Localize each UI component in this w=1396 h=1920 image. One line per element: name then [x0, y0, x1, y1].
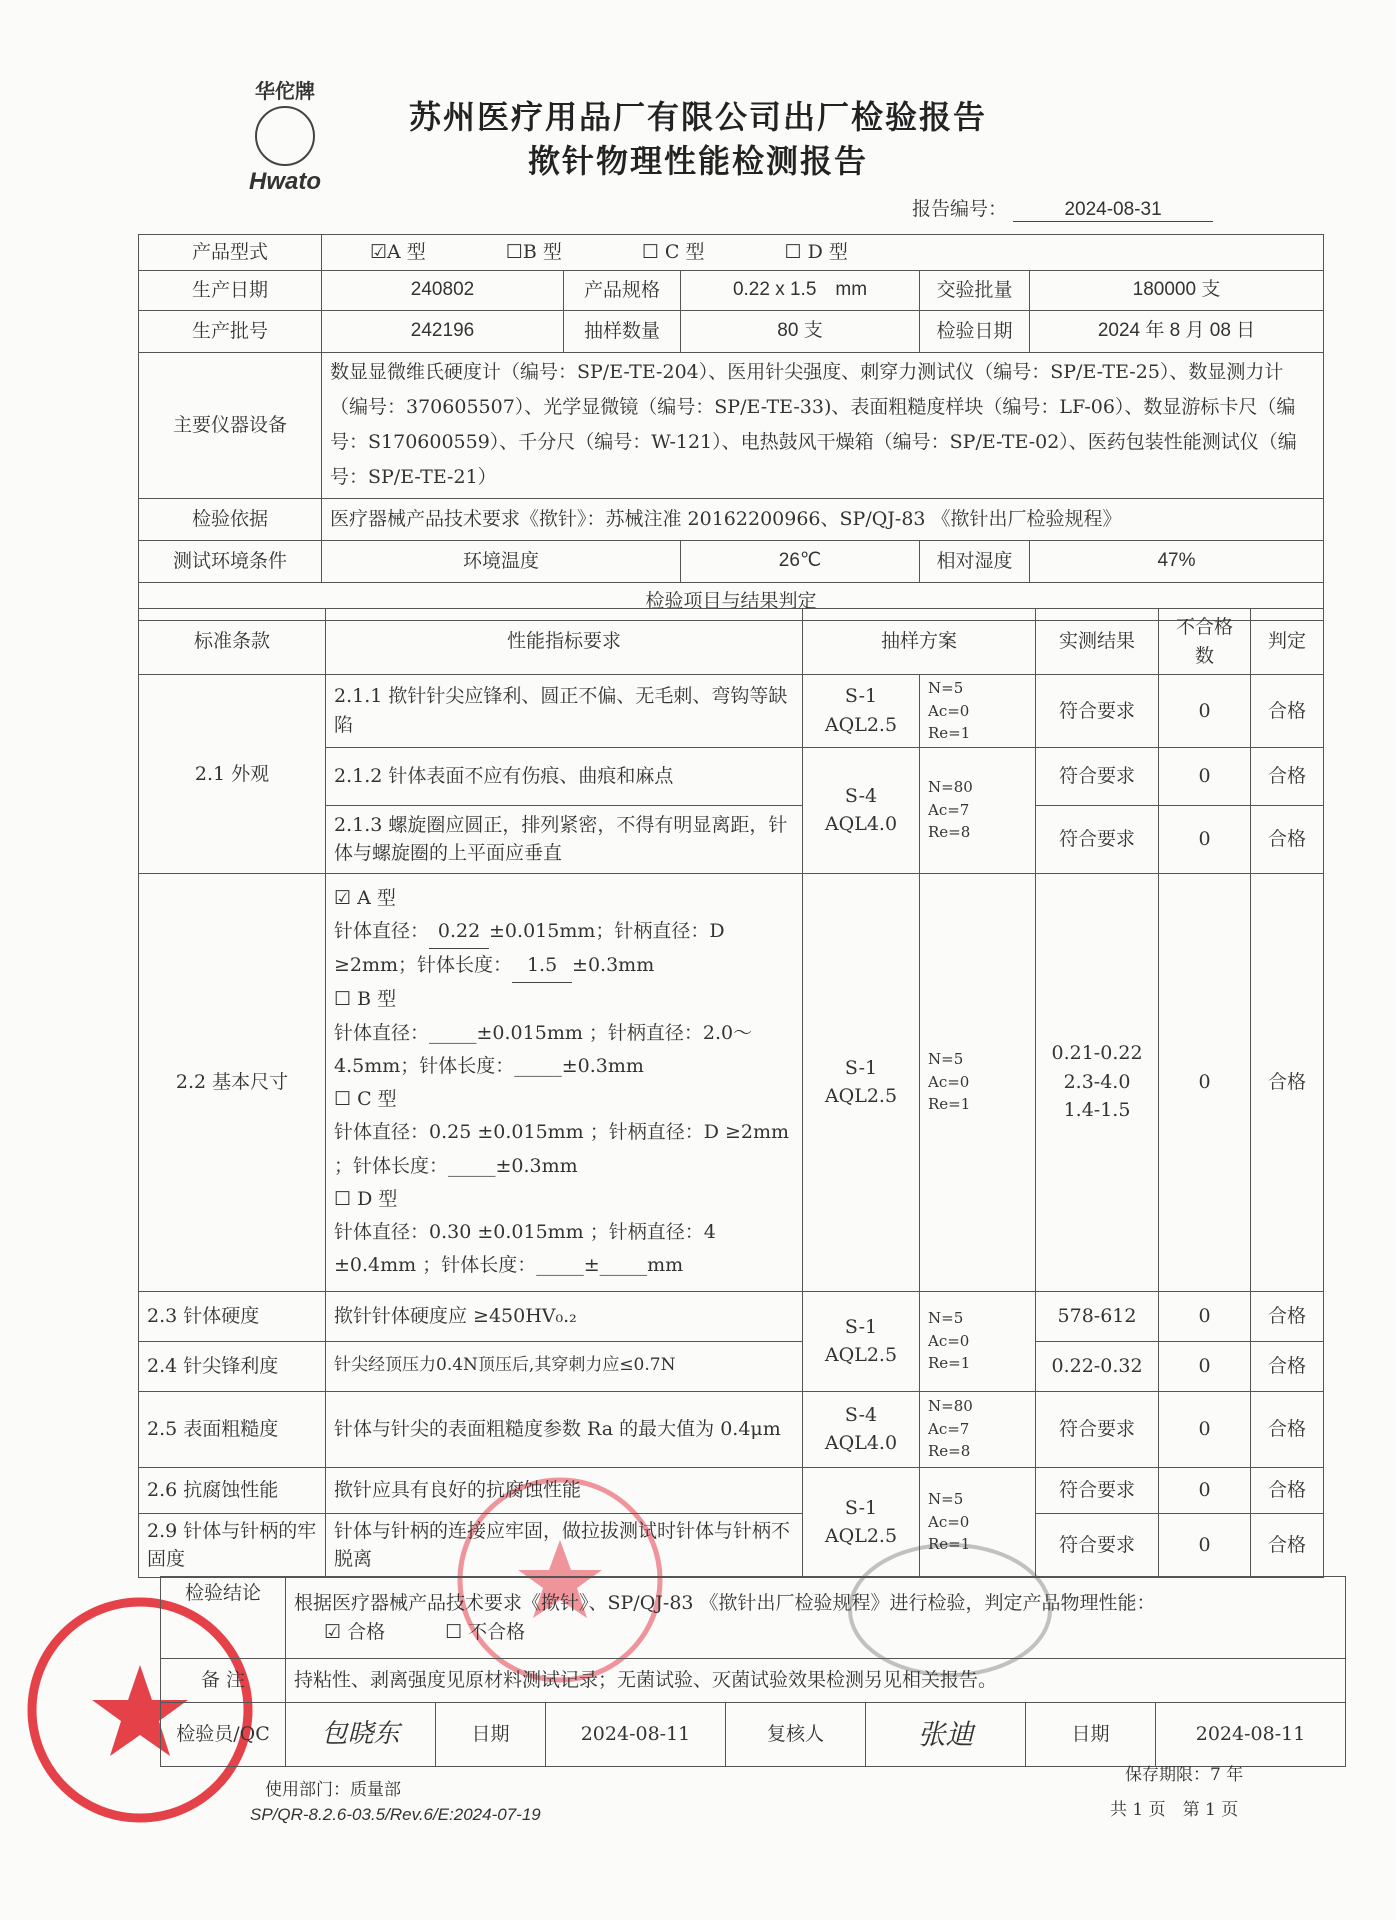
footer-retention: 保存期限：7 年	[1125, 1765, 1244, 1785]
result: 符合要求	[1036, 1513, 1159, 1577]
requirement	[326, 873, 803, 1291]
clause: 2.5 表面粗糙度	[139, 1391, 326, 1467]
nc: 0	[1159, 1341, 1251, 1391]
clause: 2.2 基本尺寸	[139, 873, 326, 1291]
title-main: 苏州医疗用品厂有限公司出厂检验报告	[408, 98, 987, 136]
table-row	[139, 1513, 1324, 1577]
label: ±0.015mm；针柄直径：D ≥2mm；针体长度：	[334, 919, 725, 976]
date-label: 日期	[1026, 1703, 1156, 1767]
verdict: 合格	[1251, 873, 1324, 1291]
model-a[interactable]: ☑A 型	[370, 241, 426, 264]
table-row	[139, 1391, 1324, 1467]
nc: 0	[1159, 1291, 1251, 1341]
report-number-label: 报告编号：	[912, 198, 1008, 220]
footer-dept: 使用部门：质量部	[265, 1780, 401, 1800]
conclusion-label: 检验结论	[161, 1577, 286, 1659]
clause: 2.1 外观	[139, 675, 326, 874]
model-d[interactable]: ☐ D 型	[784, 241, 848, 264]
result: 符合要求	[1036, 1467, 1159, 1513]
inspector-date: 2024-08-11	[546, 1703, 726, 1767]
nc: 0	[1159, 747, 1251, 805]
nc: 0	[1159, 1513, 1251, 1577]
header-clause: 标准条款	[139, 609, 326, 675]
clause: 2.4 针尖锋利度	[139, 1341, 326, 1391]
table-row	[139, 1291, 1324, 1341]
lot: 242196	[322, 311, 564, 353]
info-table	[138, 234, 1324, 621]
nc: 0	[1159, 675, 1251, 748]
result: 符合要求	[1036, 805, 1159, 873]
plan: S-4 AQL4.0	[803, 747, 920, 873]
type-c-checkbox[interactable]: ☐ C 型	[334, 1088, 397, 1110]
report-number-value: 2024-08-31	[1013, 199, 1213, 222]
plan-n: N=5 Ac=0 Re=1	[920, 675, 1036, 748]
insp-date-label: 检验日期	[920, 311, 1030, 353]
verdict: 合格	[1251, 805, 1324, 873]
table-row	[139, 1467, 1324, 1513]
table-row	[139, 1341, 1324, 1391]
plan-n: N=5 Ac=0 Re=1	[920, 1291, 1036, 1391]
model-b[interactable]: ☐B 型	[505, 241, 562, 264]
header-requirement: 性能指标要求	[326, 609, 803, 675]
clause: 2.6 抗腐蚀性能	[139, 1467, 326, 1513]
type-a-checkbox[interactable]: ☑ A 型	[334, 886, 396, 909]
inspector-signature: 包晓东	[286, 1703, 436, 1767]
hum-label: 相对湿度	[920, 540, 1030, 582]
temp: 26℃	[681, 540, 920, 582]
remark-label: 备 注	[161, 1659, 286, 1703]
requirement: 针尖经顶压力0.4N顶压后,其穿刺力应≤0.7N	[326, 1341, 803, 1391]
type-a-spec	[334, 915, 794, 984]
title-sub: 揿针物理性能检测报告	[527, 142, 868, 180]
type-d-spec: 针体直径：0.30 ±0.015mm ；针柄直径：4 ±0.4mm ；针体长度：_____±_____mm	[334, 1221, 716, 1277]
header-nc: 不合格数	[1159, 609, 1251, 675]
plan-n: N=5 Ac=0 Re=1	[920, 1467, 1036, 1577]
result: 符合要求	[1036, 747, 1159, 805]
header-plan: 抽样方案	[803, 609, 1036, 675]
nc: 0	[1159, 873, 1251, 1291]
conclusion-text: 根据医疗器械产品技术要求《揿针》、SP/QJ-83 《揿针出厂检验规程》进行检验，判定产品物理性能：	[294, 1592, 1156, 1614]
results-table	[138, 608, 1324, 1578]
nc: 0	[1159, 1467, 1251, 1513]
table-row	[139, 675, 1324, 748]
verdict: 合格	[1251, 1341, 1324, 1391]
lot-label: 生产批号	[139, 311, 322, 353]
length: 1.5	[512, 949, 572, 983]
type-c-spec: 针体直径：0.25 ±0.015mm ；针柄直径：D ≥2mm ；针体长度：_____±0.3mm	[334, 1121, 790, 1177]
type-b-checkbox[interactable]: ☐ B 型	[334, 988, 397, 1011]
result: 0.21-0.22 2.3-4.0 1.4-1.5	[1036, 873, 1159, 1291]
section-title: 检验项目与结果判定	[139, 582, 1324, 620]
date-label: 日期	[436, 1703, 546, 1767]
inspector-label: 检验员/QC	[161, 1703, 286, 1767]
plan: S-1 AQL2.5	[803, 1291, 920, 1391]
fail-checkbox[interactable]: ☐ 不合格	[445, 1620, 526, 1643]
verdict: 合格	[1251, 1513, 1324, 1577]
sample-label: 抽样数量	[564, 311, 681, 353]
header-verdict: 判定	[1251, 609, 1324, 675]
remark-text: 持粘性、剥离强度见原材料测试记录；无菌试验、灭菌试验效果检测另见相关报告。	[286, 1659, 1346, 1703]
plan-n: N=80 Ac=7 Re=8	[920, 1391, 1036, 1467]
prod-date: 240802	[322, 271, 564, 311]
plan: S-1 AQL2.5	[803, 1467, 920, 1577]
reviewer-label: 复核人	[726, 1703, 866, 1767]
result: 578-612	[1036, 1291, 1159, 1341]
batch-qty-label: 交验批量	[920, 271, 1030, 311]
verdict: 合格	[1251, 1291, 1324, 1341]
table-row	[139, 873, 1324, 1291]
nc: 0	[1159, 1391, 1251, 1467]
pass-checkbox[interactable]: ☑ 合格	[324, 1620, 386, 1643]
insp-date: 2024 年 8 月 08 日	[1030, 311, 1324, 353]
spec-label: 产品规格	[564, 271, 681, 311]
result: 符合要求	[1036, 1391, 1159, 1467]
hum: 47%	[1030, 540, 1324, 582]
reviewer-date: 2024-08-11	[1156, 1703, 1346, 1767]
plan-n: N=80 Ac=7 Re=8	[920, 747, 1036, 873]
plan: S-4 AQL4.0	[803, 1391, 920, 1467]
label: 针体直径：	[334, 919, 430, 942]
conclusion-table	[160, 1576, 1346, 1767]
label: ±0.3mm	[572, 954, 655, 976]
plan-n: N=5 Ac=0 Re=1	[920, 873, 1036, 1291]
verdict: 合格	[1251, 1391, 1324, 1467]
requirement: 2.1.3 螺旋圈应圆正，排列紧密，不得有明显离距，针体与螺旋圈的上平面应垂直	[326, 805, 803, 873]
model-options	[322, 235, 1324, 271]
report-number	[912, 194, 1213, 222]
batch-qty: 180000 支	[1030, 271, 1324, 311]
requirement: 针体与针尖的表面粗糙度参数 Ra 的最大值为 0.4μm	[326, 1391, 803, 1467]
nc: 0	[1159, 805, 1251, 873]
spec: 0.22 x 1.5 mm	[681, 271, 920, 311]
header-result: 实测结果	[1036, 609, 1159, 675]
temp-label: 环境温度	[322, 540, 681, 582]
verdict: 合格	[1251, 1467, 1324, 1513]
result: 0.22-0.32	[1036, 1341, 1159, 1391]
sample: 80 支	[681, 311, 920, 353]
logo-cn: 华佗牌	[255, 79, 315, 103]
reviewer-signature: 张迪	[866, 1703, 1026, 1767]
logo-en: Hwato	[249, 168, 321, 195]
clause: 2.3 针体硬度	[139, 1291, 326, 1341]
clause: 2.9 针体与针柄的牢固度	[139, 1513, 326, 1577]
plan: S-1 AQL2.5	[803, 675, 920, 748]
model-c[interactable]: ☐ C 型	[641, 241, 705, 264]
conclusion	[286, 1577, 1346, 1659]
verdict: 合格	[1251, 675, 1324, 748]
requirement: 揿针针体硬度应 ≥450HV₀.₂	[326, 1291, 803, 1341]
env-label: 测试环境条件	[139, 540, 322, 582]
requirement: 2.1.2 针体表面不应有伤痕、曲痕和麻点	[326, 747, 803, 805]
result: 符合要求	[1036, 675, 1159, 748]
equipment-list: 数显显微维氏硬度计（编号：SP/E-TE-204）、医用针尖强度、刺穿力测试仪（编号：SP/E-TE-25）、数显测力计（编号：370605507）、光学显微镜（编号：SP/E-TE-33)、表面粗糙度样块（编号：LF-06）、数显游标卡尺（编号：S170600559）、千分尺（编号：W-121）、电热鼓风干燥箱（编号：SP/E-TE-02）、医药包装性能测试仪（编号：SP/E-TE-21）	[322, 353, 1324, 499]
equip-label: 主要仪器设备	[139, 353, 322, 499]
model-label: 产品型式	[139, 235, 322, 271]
verdict: 合格	[1251, 747, 1324, 805]
basis-label: 检验依据	[139, 498, 322, 540]
type-b-spec: 针体直径：_____±0.015mm ；针柄直径：2.0～4.5mm；针体长度：_____±0.3mm	[334, 1021, 753, 1077]
plan: S-1 AQL2.5	[803, 873, 920, 1291]
requirement: 针体与针柄的连接应牢固，做拉拔测试时针体与针柄不脱离	[326, 1513, 803, 1577]
prod-date-label: 生产日期	[139, 271, 322, 311]
requirement: 揿针应具有良好的抗腐蚀性能	[326, 1467, 803, 1513]
footer-code: SP/QR-8.2.6-03.5/Rev.6/E:2024-07-19	[250, 1805, 541, 1824]
footer-pages: 共 1 页 第 1 页	[1110, 1800, 1239, 1820]
basis: 医疗器械产品技术要求《揿针》：苏械注准 20162200966、SP/QJ-83 《揿针出厂检验规程》	[322, 498, 1324, 540]
requirement: 2.1.1 揿针针尖应锋利、圆正不偏、无毛刺、弯钩等缺陷	[326, 675, 803, 748]
type-d-checkbox[interactable]: ☐ D 型	[334, 1187, 398, 1210]
diameter: 0.22	[429, 915, 489, 949]
